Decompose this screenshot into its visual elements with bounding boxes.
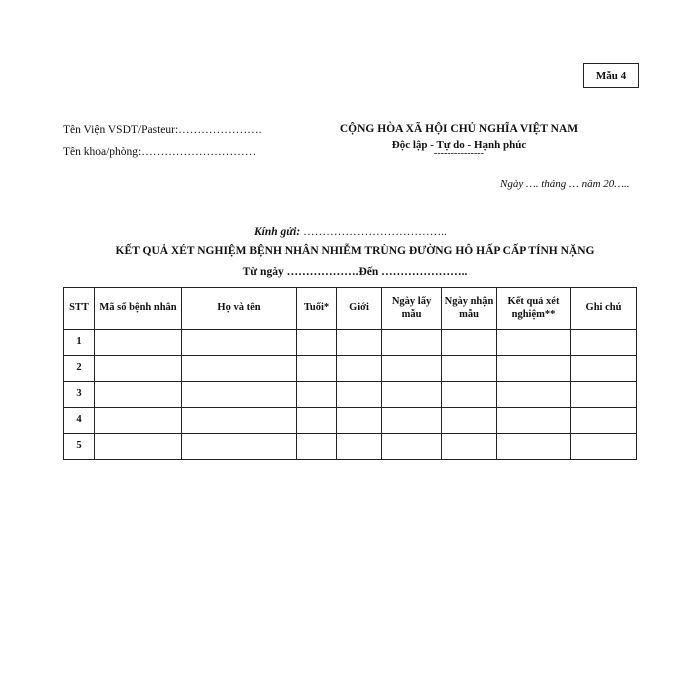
sex-cell[interactable] (337, 408, 382, 434)
sex-cell[interactable] (337, 434, 382, 460)
received-date-cell[interactable] (442, 330, 497, 356)
notes-cell[interactable] (571, 356, 637, 382)
header-test-result: Kết quả xét nghiệm** (497, 288, 571, 330)
patient-id-cell[interactable] (95, 408, 182, 434)
age-cell[interactable] (297, 408, 337, 434)
received-date-cell[interactable] (442, 382, 497, 408)
sex-cell[interactable] (337, 382, 382, 408)
form-code-box: Mẫu 4 (583, 63, 639, 88)
test-result-cell[interactable] (497, 330, 571, 356)
patient-id-cell[interactable] (95, 382, 182, 408)
recipient-line (254, 226, 447, 238)
full-name-cell[interactable] (182, 330, 297, 356)
sex-cell[interactable] (337, 356, 382, 382)
header-sample-date: Ngày lấy mẫu (382, 288, 442, 330)
header-received-date: Ngày nhận mẫu (442, 288, 497, 330)
header-notes: Ghi chú (571, 288, 637, 330)
patient-id-cell[interactable] (95, 330, 182, 356)
row-number: 1 (64, 330, 95, 356)
sex-cell[interactable] (337, 330, 382, 356)
recipient-label: Kính gửi: (254, 226, 301, 238)
sample-date-cell[interactable] (382, 434, 442, 460)
full-name-cell[interactable] (182, 382, 297, 408)
row-number: 2 (64, 356, 95, 382)
table-row (64, 382, 637, 408)
reporting-period: Từ ngày ……………….Đến ………………….. (242, 266, 468, 278)
age-cell[interactable] (297, 330, 337, 356)
patient-id-cell[interactable] (95, 356, 182, 382)
results-table (63, 287, 637, 460)
table-row (64, 356, 637, 382)
sample-date-cell[interactable] (382, 330, 442, 356)
notes-cell[interactable] (571, 330, 637, 356)
full-name-cell[interactable] (182, 434, 297, 460)
sample-date-cell[interactable] (382, 382, 442, 408)
header-full-name: Họ và tên (182, 288, 297, 330)
sample-date-cell[interactable] (382, 356, 442, 382)
notes-cell[interactable] (571, 382, 637, 408)
header-patient-id: Mã số bệnh nhân (95, 288, 182, 330)
age-cell[interactable] (297, 356, 337, 382)
table-row (64, 408, 637, 434)
received-date-cell[interactable] (442, 434, 497, 460)
test-result-cell[interactable] (497, 434, 571, 460)
institute-name-line: Tên Viện VSDT/Pasteur:…………………. (63, 124, 262, 136)
age-cell[interactable] (297, 382, 337, 408)
row-number: 4 (64, 408, 95, 434)
row-number: 3 (64, 382, 95, 408)
patient-id-cell[interactable] (95, 434, 182, 460)
header-stt: STT (64, 288, 95, 330)
received-date-cell[interactable] (442, 356, 497, 382)
national-motto: Độc lập - Tự do - Hạnh phúc (391, 139, 527, 151)
header-sex: Giới (337, 288, 382, 330)
notes-cell[interactable] (571, 434, 637, 460)
document-title: KẾT QUẢ XÉT NGHIỆM BỆNH NHÂN NHIỄM TRÙNG ĐƯỜNG HÔ HẤP CẤP TÍNH NẶNG (115, 245, 595, 257)
notes-cell[interactable] (571, 408, 637, 434)
row-number: 5 (64, 434, 95, 460)
table-header-row (64, 288, 637, 330)
full-name-cell[interactable] (182, 408, 297, 434)
test-result-cell[interactable] (497, 408, 571, 434)
age-cell[interactable] (297, 434, 337, 460)
recipient-value: ……………………………….. (300, 226, 447, 238)
header-age: Tuổi* (297, 288, 337, 330)
test-result-cell[interactable] (497, 382, 571, 408)
received-date-cell[interactable] (442, 408, 497, 434)
test-result-cell[interactable] (497, 356, 571, 382)
department-name-line: Tên khoa/phòng:………………………… (63, 146, 257, 158)
country-name: CỘNG HÒA XÃ HỘI CHỦ NGHĨA VIỆT NAM (339, 123, 579, 135)
full-name-cell[interactable] (182, 356, 297, 382)
sample-date-cell[interactable] (382, 408, 442, 434)
motto-separator: --------------- (434, 148, 484, 159)
table-row (64, 330, 637, 356)
date-line: Ngày …. tháng … năm 20….. (500, 178, 630, 190)
table-row (64, 434, 637, 460)
